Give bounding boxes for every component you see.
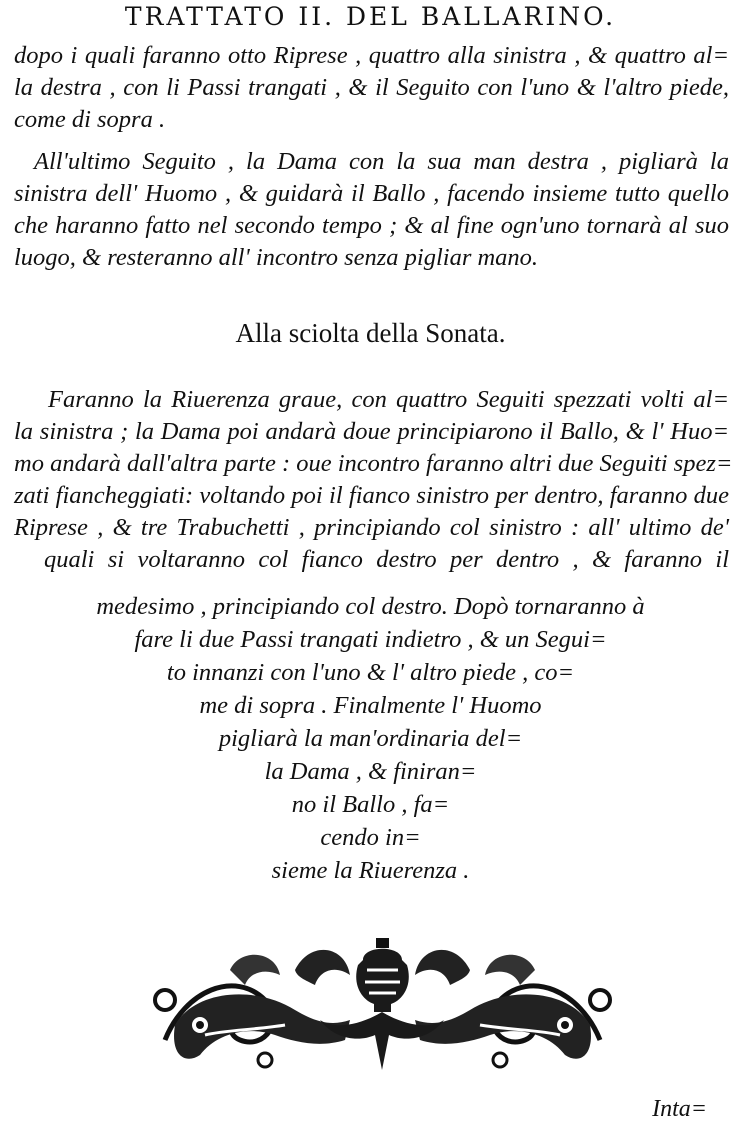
- text-line: me di sopra . Finalmente l' Huomo: [199, 692, 542, 719]
- paragraph-1: [14, 40, 729, 136]
- text-line: fare li due Passi trangati indietro , & un Segui=: [134, 626, 607, 653]
- text-line: cendo in=: [320, 824, 421, 851]
- paragraph-2: [14, 146, 729, 274]
- paragraph-3: [14, 384, 733, 576]
- running-header: TRATTATO II. DEL BALLARINO.: [124, 2, 617, 31]
- text-line: quali si voltaranno col fianco destro per dentro , & faranno il: [44, 546, 729, 573]
- text-line: come di sopra .: [14, 106, 166, 133]
- text-line: sieme la Riuerenza .: [271, 857, 470, 884]
- tapered-paragraph-end: [0, 591, 741, 888]
- text-line: pigliarà la man'ordinaria del=: [218, 725, 523, 752]
- text-line: Riprese , & tre Trabuchetti , principiando col sinistro : all' ultimo de': [14, 514, 729, 541]
- text-line: zati fiancheggiati: voltando poi il fianco sinistro per dentro, faranno due: [14, 482, 729, 509]
- catchword: Inta=: [652, 1096, 707, 1122]
- text-line: mo andarà dall'altra parte : oue incontro faranno altri due Seguiti spez=: [14, 450, 733, 477]
- text-line: All'ultimo Seguito , la Dama con la sua man destra , pigliarà la: [34, 148, 729, 175]
- text-line: la destra , con li Passi trangati , & il Seguito con l'uno & l'altro piede,: [14, 74, 729, 101]
- text-line: Faranno la Riuerenza graue, con quattro Seguiti spezzati volti al=: [48, 386, 729, 413]
- text-line: dopo i quali faranno otto Riprese , quattro alla sinistra , & quattro al=: [14, 42, 729, 69]
- text-line: sinistra dell' Huomo , & guidarà il Ballo , facendo insieme tutto quello: [14, 180, 729, 207]
- text-line: che haranno fatto nel secondo tempo ; & al fine ogn'uno tornarà al suo: [14, 212, 729, 239]
- section-heading: Alla sciolta della Sonata.: [235, 318, 506, 348]
- text-line: to innanzi con l'uno & l' altro piede , co=: [166, 659, 575, 686]
- text-line: medesimo , principiando col destro. Dopò tornaranno à: [96, 593, 645, 620]
- text-line: la sinistra ; la Dama poi andarà doue principiarono il Ballo, & l' Huo=: [14, 418, 729, 445]
- text-line: no il Ballo , fa=: [291, 791, 450, 818]
- text-line: luogo, & resteranno all' incontro senza pigliar mano.: [14, 244, 539, 271]
- text-line: la Dama , & finiran=: [264, 758, 477, 785]
- decorative-tailpiece-ornament: [145, 930, 620, 1080]
